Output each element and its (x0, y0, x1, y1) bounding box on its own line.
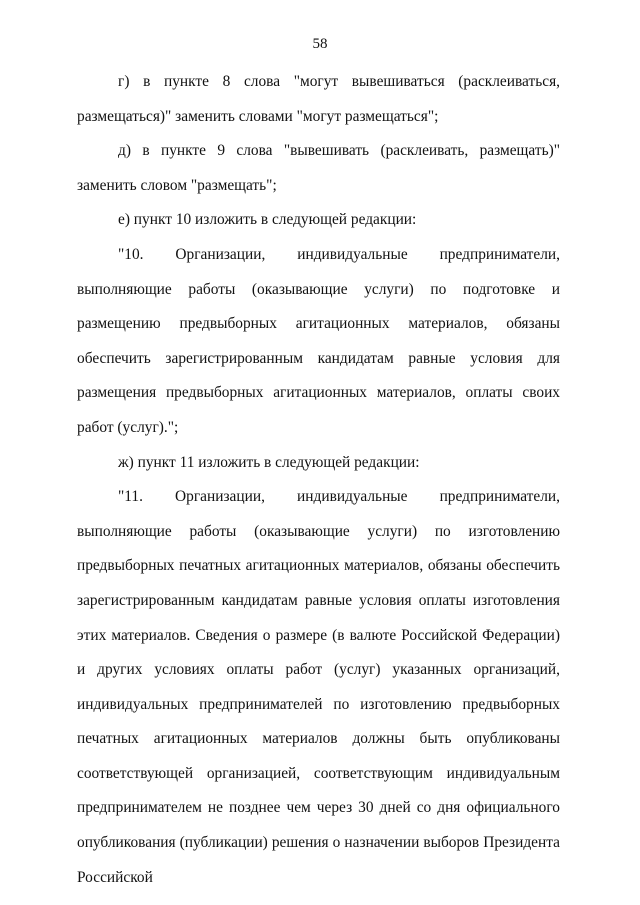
paragraph-item-d: д) в пункте 9 слова "вывешивать (расклеивать, размещать)" заменить словом "размещать"; (77, 142, 560, 194)
page-number: 58 (312, 36, 328, 52)
paragraph-clause-11: "11. Организации, индивидуальные предприниматели, выполняющие работы (оказывающие услуги) по изготовлению предвыборных печатных агитационных материалов, обязаны обеспечить зарегистрированным кандидатам равные условия оплаты изготовления этих материалов. Сведения о размере (в валюте Российской Федерации) и других условиях оплаты работ (услуг) указанных организаций, индивидуальных предпринимателей по изготовлению предвыборных печатных агитационных материалов должны быть опубликованы соответствующей организацией, соответствующим индивидуальным предпринимателем не позднее чем через 30 дней со дня официального опубликования (публикации) решения о назначении выборов Президента Российской (77, 488, 560, 886)
document-body (77, 65, 560, 895)
paragraph-item-zh: ж) пункт 11 изложить в следующей редакции: (118, 453, 420, 471)
paragraph-item-g: г) в пункте 8 слова "могут вывешиваться (расклеиваться, размещаться)" заменить словами "могут размещаться"; (77, 73, 560, 125)
paragraph-clause-10: "10. Организации, индивидуальные предприниматели, выполняющие работы (оказывающие услуги) по подготовке и размещению предвыборных агитационных материалов, обязаны обеспечить зарегистрированным кандидатам равные условия для размещения предвыборных агитационных материалов, оплаты своих работ (услуг)."; (77, 245, 560, 436)
paragraph-item-e: е) пункт 10 изложить в следующей редакции: (118, 211, 417, 229)
